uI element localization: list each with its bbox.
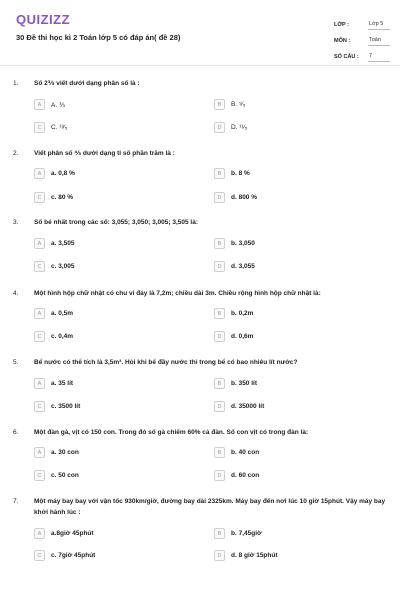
- option-letter-box: C: [34, 122, 45, 133]
- option-text: c. 80 %: [51, 194, 74, 201]
- option-text: c. 3500 lít: [51, 403, 81, 410]
- option-a[interactable]: [34, 307, 194, 320]
- worksheet-title: 30 Đề thi học kì 2 Toán lớp 5 có đáp án( đề 28): [16, 33, 181, 42]
- meta-label: MÔN :: [334, 38, 351, 44]
- question-text: Một máy bay bay với vận tốc 930km/giờ, đường bay dài 2325km. Máy bay đến nơi lúc 10 giờ 15phút. Vậy máy bay khởi hành lúc :: [34, 498, 386, 516]
- option-letter-box: C: [34, 261, 45, 272]
- option-letter-box: B: [214, 168, 225, 179]
- option-d[interactable]: [214, 260, 374, 273]
- option-letter-box: D: [214, 192, 225, 203]
- option-letter-box: D: [214, 331, 225, 342]
- option-letter-box: A: [34, 378, 45, 389]
- option-a[interactable]: [34, 98, 194, 111]
- option-d[interactable]: [214, 469, 374, 482]
- question-text: Số bé nhất trong các số: 3,055; 3,050; 3,005; 3,505 là:: [34, 219, 199, 226]
- option-a[interactable]: [34, 167, 194, 180]
- question-number: 1.: [13, 80, 19, 87]
- option-text: a. 35 lít: [51, 380, 74, 387]
- question-text: Bể nước có thể tích là 3,5m³. Hỏi khi bể đầy nước thì trong bể có bao nhiêu lít nước?: [34, 359, 298, 366]
- meta-value: Toán: [368, 35, 390, 46]
- option-letter-box: A: [34, 528, 45, 539]
- option-letter-box: B: [214, 99, 225, 110]
- question-text: Số 2⅗ viết dưới dạng phân số là :: [34, 80, 140, 87]
- option-text: C. ¹³⁄₅: [51, 124, 68, 131]
- meta-value: 7: [368, 51, 390, 62]
- option-letter-box: A: [34, 168, 45, 179]
- meta-row-class: [334, 14, 390, 30]
- question-number: 2.: [13, 150, 19, 157]
- question-number: 6.: [13, 429, 19, 436]
- option-letter-box: B: [214, 308, 225, 319]
- option-d[interactable]: [214, 400, 374, 413]
- option-text: b. 0,2m: [231, 310, 254, 317]
- option-c[interactable]: [34, 330, 194, 343]
- option-b[interactable]: [214, 446, 374, 459]
- option-b[interactable]: [214, 527, 374, 540]
- meta-row-subject: [334, 30, 390, 46]
- option-c[interactable]: [34, 260, 194, 273]
- option-letter-box: D: [214, 261, 225, 272]
- option-text: d. 3,055: [231, 263, 255, 270]
- option-letter-box: D: [214, 401, 225, 412]
- option-text: d. 800 %: [231, 194, 258, 201]
- option-letter-box: C: [34, 331, 45, 342]
- option-text: B. ⁹⁄₅: [231, 101, 246, 108]
- option-text: d. 8 giờ 15phút: [231, 552, 278, 559]
- option-text: c. 7giờ 45phút: [51, 552, 96, 559]
- option-text: a.8giờ 45phút: [51, 530, 94, 537]
- option-text: c. 50 con: [51, 472, 79, 479]
- meta-label: LỚP :: [334, 22, 349, 28]
- option-b[interactable]: [214, 307, 374, 320]
- option-c[interactable]: [34, 400, 194, 413]
- header-divider: [0, 65, 400, 66]
- option-letter-box: C: [34, 550, 45, 561]
- option-text: c. 0,4m: [51, 333, 74, 340]
- question-number: 5.: [13, 359, 19, 366]
- option-letter-box: B: [214, 238, 225, 249]
- option-text: A. ⅗: [51, 101, 66, 109]
- option-text: c. 3,005: [51, 263, 75, 270]
- option-b[interactable]: [214, 167, 374, 180]
- question-number: 7.: [13, 498, 19, 505]
- option-letter-box: B: [214, 528, 225, 539]
- option-text: d. 60 con: [231, 472, 260, 479]
- option-text: b. 8 %: [231, 170, 250, 177]
- option-text: b. 7,45giờ: [231, 530, 262, 537]
- option-letter-box: D: [214, 122, 225, 133]
- option-letter-box: A: [34, 238, 45, 249]
- meta-row-question-count: [334, 46, 390, 62]
- option-a[interactable]: [34, 377, 194, 390]
- option-a[interactable]: [34, 237, 194, 250]
- option-letter-box: C: [34, 401, 45, 412]
- worksheet-meta: [334, 14, 390, 62]
- option-letter-box: C: [34, 470, 45, 481]
- option-text: b. 40 con: [231, 449, 260, 456]
- option-text: b. 350 lít: [231, 380, 258, 387]
- option-b[interactable]: [214, 237, 374, 250]
- option-letter-box: B: [214, 378, 225, 389]
- option-letter-box: C: [34, 192, 45, 203]
- option-c[interactable]: [34, 469, 194, 482]
- option-letter-box: A: [34, 308, 45, 319]
- question-number: 4.: [13, 290, 19, 297]
- option-b[interactable]: [214, 98, 374, 111]
- option-b[interactable]: [214, 377, 374, 390]
- question-text: Viết phân số ⅘ dưới dạng tỉ số phần trăm là :: [34, 150, 175, 157]
- option-c[interactable]: [34, 549, 194, 562]
- option-d[interactable]: [214, 549, 374, 562]
- option-letter-box: D: [214, 470, 225, 481]
- option-letter-box: D: [214, 550, 225, 561]
- option-c[interactable]: [34, 121, 194, 134]
- question-number: 3.: [13, 219, 19, 226]
- option-text: a. 30 con: [51, 449, 79, 456]
- quizizz-logo: QUIZIZZ: [16, 12, 71, 27]
- option-letter-box: A: [34, 99, 45, 110]
- option-text: a. 0,5m: [51, 310, 74, 317]
- option-a[interactable]: [34, 527, 194, 540]
- question-text: Một hình hộp chữ nhật có chu vi đáy là 7,2m; chiều dài 3m. Chiều rộng hình hộp chữ nhật là:: [34, 290, 321, 297]
- option-text: d. 0,6m: [231, 333, 254, 340]
- option-text: a. 0,8 %: [51, 170, 75, 177]
- meta-value: Lớp 5: [368, 19, 390, 30]
- option-d[interactable]: [214, 121, 374, 134]
- option-d[interactable]: [214, 330, 374, 343]
- option-text: d. 35000 lít: [231, 403, 265, 410]
- option-text: a. 3,505: [51, 240, 75, 247]
- worksheet-header: [0, 0, 400, 70]
- option-letter-box: A: [34, 447, 45, 458]
- option-c[interactable]: [34, 191, 194, 204]
- option-a[interactable]: [34, 446, 194, 459]
- option-d[interactable]: [214, 191, 374, 204]
- option-text: D. ¹¹⁄₅: [231, 124, 248, 131]
- meta-label: SỐ CÂU :: [334, 54, 359, 60]
- option-text: b. 3,050: [231, 240, 255, 247]
- question-text: Một đàn gà, vịt có 150 con. Trong đó số gà chiếm 60% cả đàn. Số con vịt có trong đàn là:: [34, 429, 309, 436]
- option-letter-box: B: [214, 447, 225, 458]
